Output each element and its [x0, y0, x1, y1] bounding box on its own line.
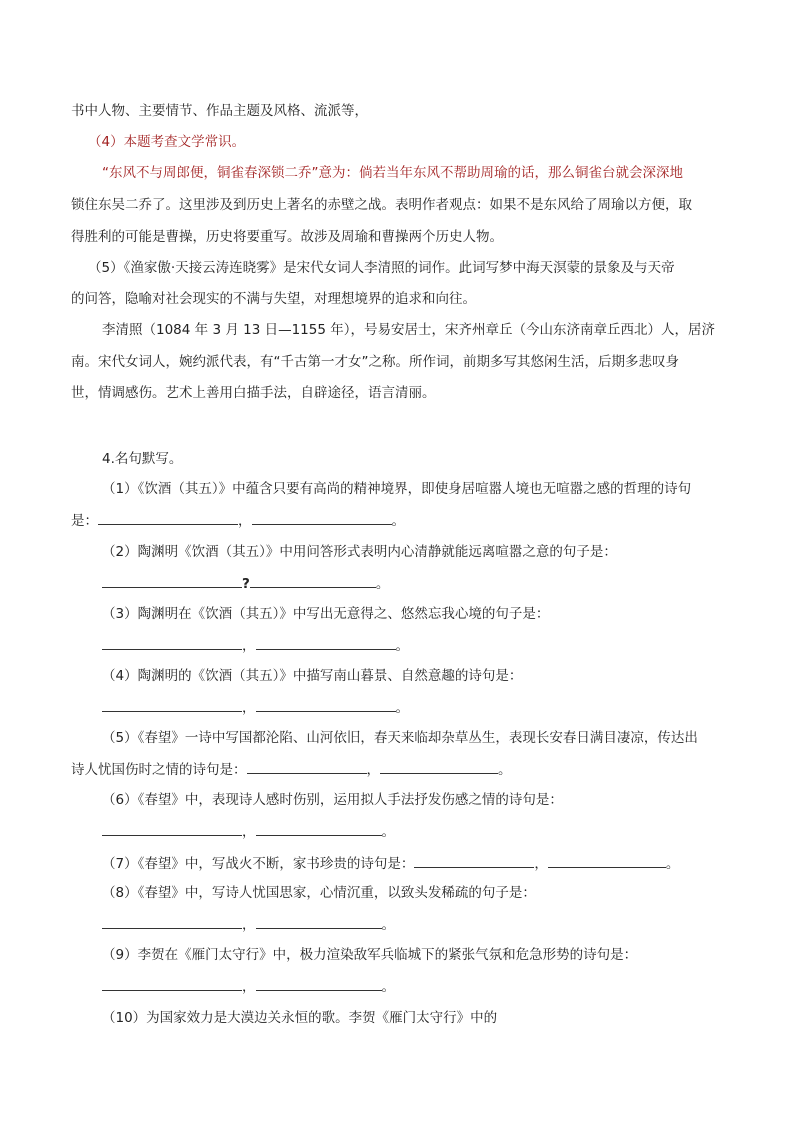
question-2-answer — [102, 574, 389, 593]
answer-blank[interactable] — [252, 511, 392, 525]
explanation-line — [71, 196, 692, 214]
explanation-text: 得胜利的可能是曹操，历史将要重写。故涉及周瑜和曹操两个历史人物。 — [71, 229, 503, 245]
answer-blank[interactable] — [414, 854, 534, 868]
question-5 — [102, 729, 698, 747]
punctuation: ， — [238, 513, 252, 529]
question-9-answer — [102, 977, 395, 996]
question-text: （7）《春望》中，写战火不断，家书珍贵的诗句是： — [102, 856, 415, 872]
answer-blank[interactable] — [102, 977, 242, 991]
punctuation: ， — [242, 638, 256, 654]
answer-blank[interactable] — [102, 822, 242, 836]
question-text: （5）《春望》一诗中写国都沦陷、山河依旧，春天来临却杂草丛生，表现长安春日满目凄凉，传达出 — [102, 730, 698, 746]
punctuation: 。 — [381, 917, 395, 933]
question-10 — [102, 1009, 497, 1027]
question-2 — [102, 543, 617, 561]
punctuation: 。 — [665, 856, 680, 872]
question-text: （2）陶渊明《饮酒（其五）》中用问答形式表明内心清静就能远离喧嚣之意的句子是： — [102, 544, 617, 560]
punctuation: 。 — [381, 979, 395, 995]
punctuation: 。 — [381, 824, 395, 840]
punctuation: ， — [366, 762, 380, 778]
punctuation: 。 — [395, 638, 409, 654]
question-text: （3）陶渊明在《饮酒（其五）》中写出无意得之、悠然忘我心境的句子是： — [102, 606, 550, 622]
answer-blank[interactable] — [380, 760, 498, 774]
answer-q4-heading — [88, 133, 245, 151]
bio-line — [102, 321, 715, 339]
answer-blank[interactable] — [102, 915, 242, 929]
punctuation: ， — [242, 917, 256, 933]
question-7 — [102, 854, 679, 873]
answer-blank[interactable] — [256, 822, 382, 836]
punctuation: 。 — [375, 576, 390, 592]
question-9 — [102, 946, 637, 964]
question-text: 是： — [71, 513, 98, 529]
answer-blank[interactable] — [102, 636, 242, 650]
question-4 — [102, 667, 522, 685]
bio-text: 南。宋代女词人，婉约派代表，有“千古第一才女”之称。所作词，前期多写其悠闲生活，后期多悲叹身 — [71, 354, 679, 370]
section-title-text: 4.名句默写。 — [102, 451, 183, 467]
question-1-answer — [71, 511, 405, 530]
answer-blank[interactable] — [256, 698, 396, 712]
question-6 — [102, 791, 563, 809]
question-text: （9）李贺在《雁门太守行》中，极力渲染敌军兵临城下的紧张气氛和危急形势的诗句是： — [102, 947, 638, 963]
answer-blank[interactable] — [256, 915, 382, 929]
bio-text: 李清照（1084 年 3 月 13 日—1155 年），号易安居士，宋齐州章丘（今山东济南章丘西北）人，居济 — [102, 322, 715, 338]
explanation-line — [71, 228, 503, 246]
question-1 — [102, 480, 691, 498]
answer-continuation — [71, 102, 368, 120]
question-text: （1）《饮酒（其五）》中蕴含只要有高尚的精神境界，即使身居喧嚣人境也无喧嚣之感的哲理的诗句 — [102, 481, 692, 497]
punctuation: ， — [242, 700, 256, 716]
answer-q4-text: （4）本题考查文学常识。 — [88, 134, 246, 150]
question-text: （4）陶渊明的《饮酒（其五）》中描写南山暮景、自然意趣的诗句是： — [102, 668, 523, 684]
explanation-line — [102, 164, 683, 182]
answer-q5-text: （5）《渔家傲·天接云涛连晓雾》是宋代女词人李清照的词作。此词写梦中海天溟蒙的景象及与天帝 — [88, 260, 675, 276]
question-6-answer — [102, 822, 395, 841]
question-8 — [102, 884, 536, 902]
question-text: （10）为国家效力是大漠边关永恒的歌。李贺《雁门太守行》中的 — [102, 1010, 498, 1026]
explanation-text: 锁住东吴二乔了。这里涉及到历史上著名的赤壁之战。表明作者观点：如果不是东风给了周瑜以方便，取 — [71, 197, 692, 213]
answer-q5-line — [71, 290, 476, 308]
answer-blank[interactable] — [256, 636, 396, 650]
answer-q5-text: 的问答，隐喻对社会现实的不满与失望，对理想境界的追求和向往。 — [71, 291, 476, 307]
punctuation: 。 — [498, 762, 512, 778]
answer-q5-line — [88, 259, 675, 277]
answer-blank[interactable] — [98, 511, 238, 525]
question-text: （8）《春望》中，写诗人忧国思家，心情沉重，以致头发稀疏的句子是： — [102, 885, 536, 901]
punctuation: ? — [242, 576, 250, 592]
answer-blank[interactable] — [102, 698, 242, 712]
bio-line — [71, 384, 436, 402]
explanation-text: “东风不与周郎便，铜雀春深锁二乔”意为：倘若当年东风不帮助周瑜的话，那么铜雀台就会深深地 — [102, 165, 683, 181]
answer-text: 书中人物、主要情节、作品主题及风格、流派等， — [71, 103, 368, 119]
punctuation: 。 — [395, 700, 409, 716]
question-3-answer — [102, 636, 409, 655]
punctuation: ， — [242, 824, 256, 840]
answer-blank[interactable] — [548, 854, 666, 868]
answer-blank[interactable] — [247, 760, 367, 774]
question-8-answer — [102, 915, 395, 934]
section-title — [102, 450, 182, 468]
answer-blank[interactable] — [250, 574, 376, 588]
answer-blank[interactable] — [256, 977, 382, 991]
punctuation: 。 — [391, 513, 405, 529]
question-3 — [102, 605, 549, 623]
question-4-answer — [102, 698, 409, 717]
punctuation: ， — [242, 979, 256, 995]
bio-text: 世，情调感伤。艺术上善用白描手法，自辟途径，语言清丽。 — [71, 385, 436, 401]
question-5-answer — [71, 760, 512, 779]
answer-blank[interactable] — [102, 574, 242, 588]
punctuation: ， — [534, 856, 548, 872]
bio-line — [71, 353, 679, 371]
question-text: （6）《春望》中，表现诗人感时伤别，运用拟人手法抒发伤感之情的诗句是： — [102, 792, 563, 808]
question-text: 诗人忧国伤时之情的诗句是： — [71, 762, 247, 778]
